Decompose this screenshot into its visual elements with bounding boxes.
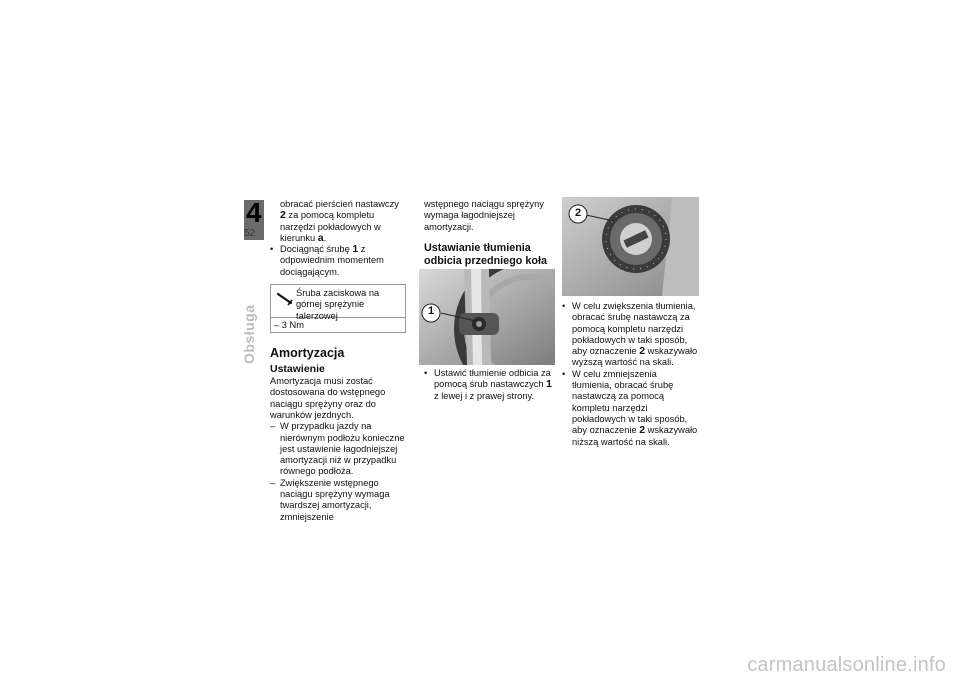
bullet-decrease-damping: • W celu zmniejszenia tłumienia, obracać śrubę nastawczą za pomocą kompletu narzędzi pokładowych w taki sposób, aby oznaczenie 2 wskazywało niższą wartość na skali.: [562, 369, 698, 448]
paragraph-body: Amortyzacja musi zostać dostosowana do wstępnego naciągu sprężyny oraz do warunków jezdnych.: [270, 376, 386, 420]
heading-rebound-damping: Ustawianie tłumienia odbicia przedniego koła: [424, 241, 547, 267]
front-wheel-photo: [419, 269, 555, 365]
paragraph-continuation-2: wstępnego naciągu sprężyny wymaga łagodniejszej amortyzacji.: [424, 199, 544, 232]
dash-item-2: – Zwiększenie wstępnego naciągu sprężyny wymaga twardszej amortyzacji, zmniejszenie: [270, 478, 406, 523]
subheading-setting: Ustawienie: [270, 363, 325, 376]
photo-label-2: 2: [574, 207, 582, 219]
column-3: [562, 301, 698, 448]
watermark: carmanualsonline.info: [747, 654, 946, 676]
column-2-bottom: [424, 368, 556, 402]
front-wheel-image: [419, 269, 555, 365]
column-2: [424, 199, 556, 268]
ref-2: 2: [280, 209, 286, 222]
column-1: [270, 199, 406, 523]
bullet-set-rebound: • Ustawić tłumienie odbicia za pomocą śrub nastawczych 1 z lewej i z prawej strony.: [424, 368, 556, 402]
bullet-tighten-bolt: • Dociągnąć śrubę 1 z odpowiednim momentem dociągającym.: [270, 244, 406, 278]
heading-damping: Amortyzacja: [270, 346, 345, 361]
paragraph-continuation: obracać pierścień nastawczy 2 za pomocą kompletu narzędzi pokładowych w kierunku a.: [280, 199, 399, 244]
adjuster-photo: [562, 197, 699, 296]
torque-spec-box: [270, 284, 406, 333]
page-number: 52: [244, 228, 256, 239]
section-label: [233, 272, 273, 362]
bullet-increase-damping: • W celu zwiększenia tłumienia, obracać śrubę nastawczą za pomocą kompletu narzędzi pokładowych w taki sposób, aby oznaczenie 2 wskazywało wyższą wartość na skali.: [562, 301, 698, 369]
torque-spec-label: Śruba zaciskowa na górnej sprężynie talerzowej: [296, 288, 380, 321]
chapter-number: 4: [246, 197, 262, 228]
ref-a: a: [317, 231, 324, 244]
torque-spec-value: – 3 Nm: [274, 320, 304, 331]
photo-label-1: 1: [427, 305, 435, 317]
section-label-text: Obsługa: [241, 304, 257, 364]
wrench-icon: [276, 291, 294, 307]
dash-item-1: – W przypadku jazdy na nierównym podłożu konieczne jest ustawienie łagodniejszej amortyzacji niż w przypadku równego podłoża.: [270, 421, 406, 477]
